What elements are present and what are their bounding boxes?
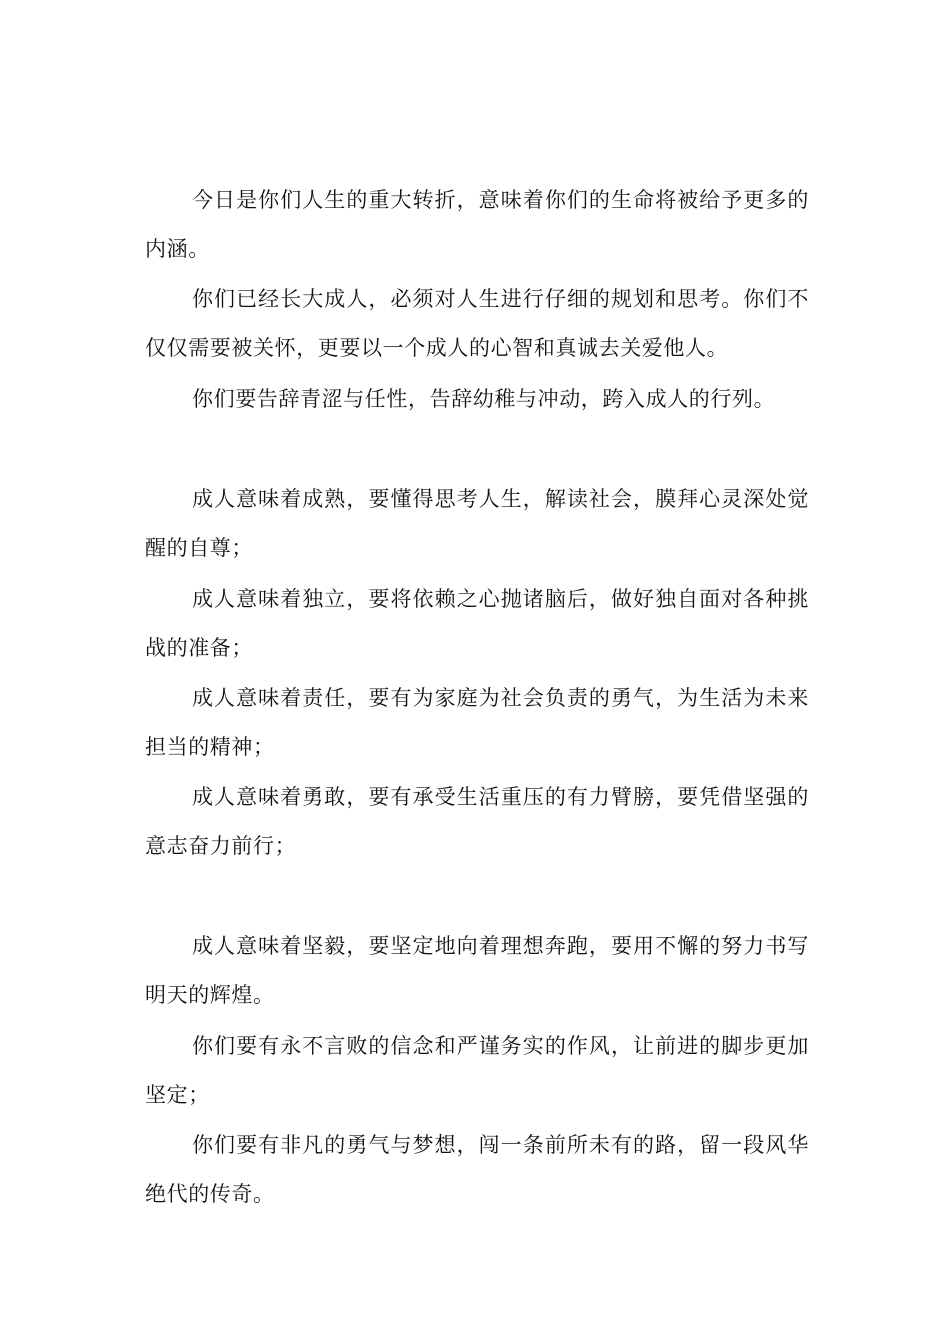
paragraph-6: 成人意味着责任，要有为家庭为社会负责的勇气，为生活为未来担当的精神； [145, 686, 809, 759]
paragraph-8: 成人意味着坚毅，要坚定地向着理想奔跑，要用不懈的努力书写明天的辉煌。 [145, 934, 809, 1007]
paragraph-10: 你们要有非凡的勇气与梦想，闯一条前所未有的路，留一段风华绝代的传奇。 [145, 1133, 809, 1206]
paragraph-4: 成人意味着成熟，要懂得思考人生，解读社会，膜拜心灵深处觉醒的自尊； [145, 487, 809, 560]
paragraph-5: 成人意味着独立，要将依赖之心抛诸脑后，做好独自面对各种挑战的准备； [145, 587, 809, 660]
paragraph-3: 你们要告辞青涩与任性，告辞幼稚与冲动，跨入成人的行列。 [192, 387, 776, 411]
paragraph-7: 成人意味着勇敢，要有承受生活重压的有力臂膀，要凭借坚强的意志奋力前行； [145, 785, 809, 858]
paragraph-2: 你们已经长大成人，必须对人生进行仔细的规划和思考。你们不仅仅需要被关怀，更要以一个成人的心智和真诚去关爱他人。 [145, 287, 809, 360]
paragraph-1: 今日是你们人生的重大转折，意味着你们的生命将被给予更多的内涵。 [145, 188, 809, 261]
paragraph-9: 你们要有永不言败的信念和严谨务实的作风，让前进的脚步更加坚定； [145, 1034, 809, 1107]
